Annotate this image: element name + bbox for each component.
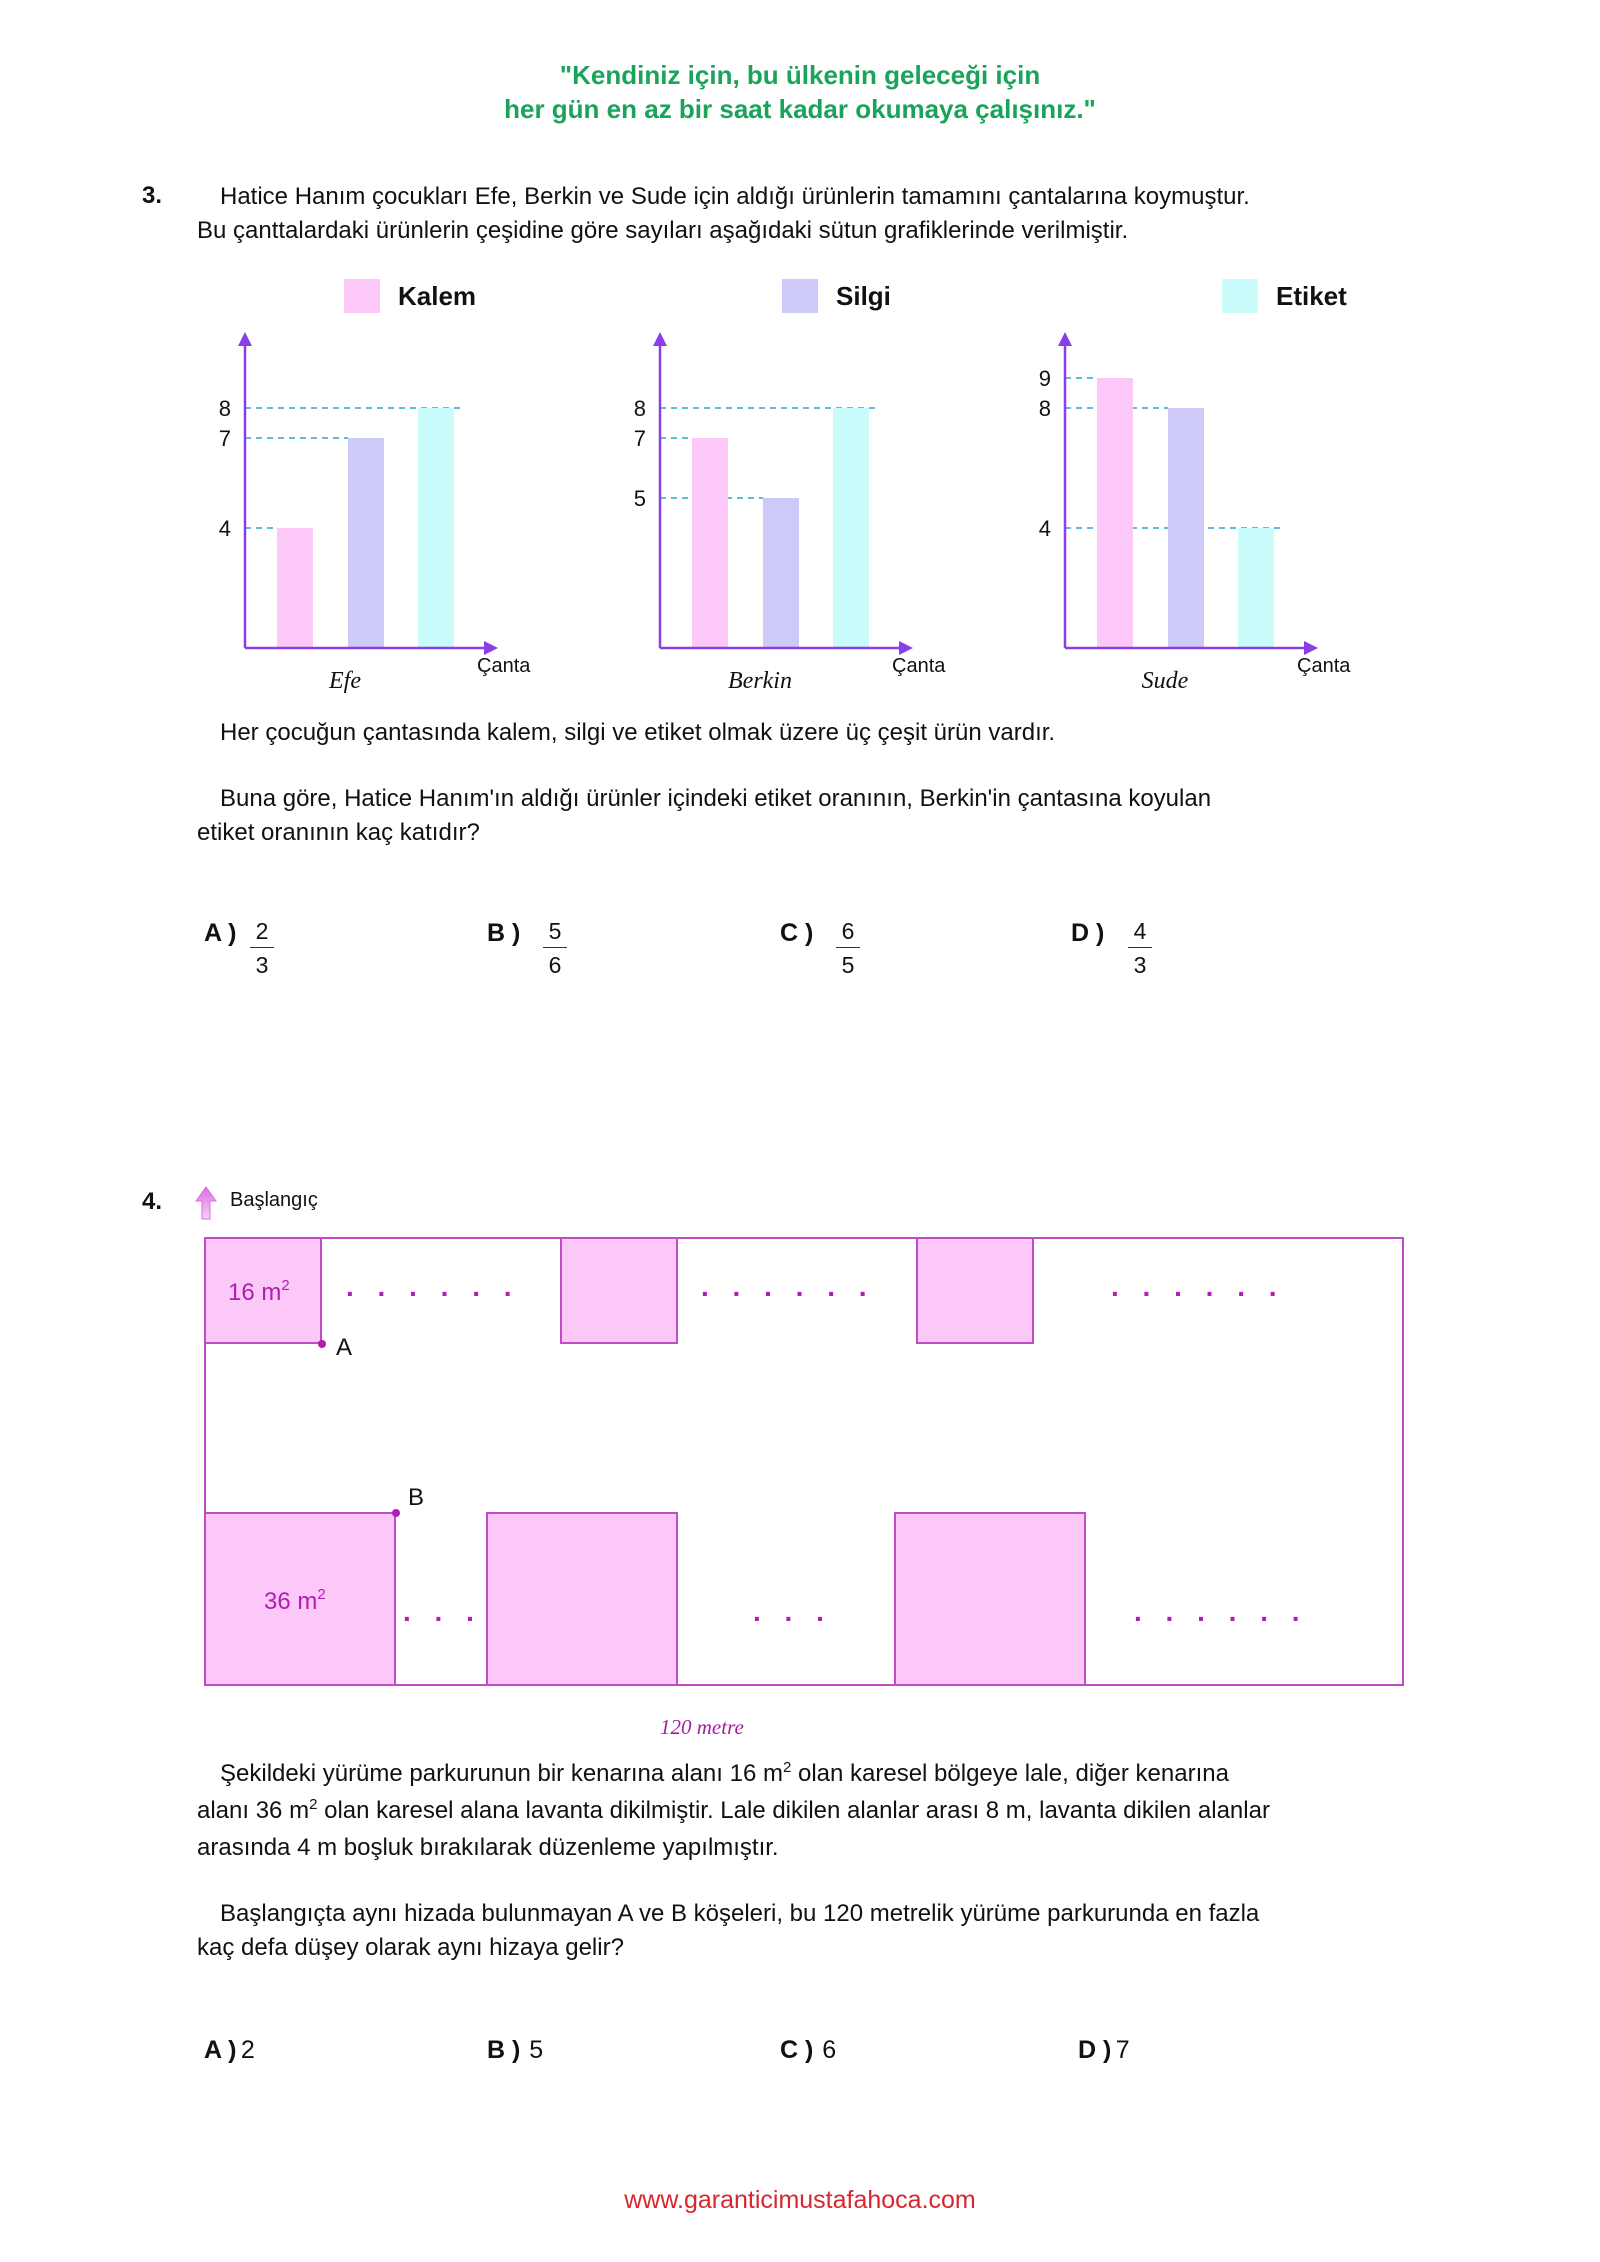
q3-option-c-denominator: 5	[841, 952, 855, 978]
tick-label-9: 9	[1038, 366, 1051, 391]
tulip-square-2	[561, 1238, 677, 1343]
q3-option-d-numerator: 4	[1128, 918, 1152, 948]
tick-label-4: 4	[218, 516, 231, 541]
question-4-paragraph-line-3: arasında 4 m boşluk bırakılarak düzenleme yapılmıştır.	[197, 1834, 779, 1861]
question-3-number: 3.	[142, 182, 163, 209]
q3-option-c-numerator: 6	[836, 918, 860, 948]
legend-label-silgi: Silgi	[836, 281, 891, 311]
question-3-intro-line-2: Bu çanttalardaki ürünlerin çeşidine göre sayıları aşağıdaki sütun grafiklerinde verilmiştir.	[197, 217, 1129, 244]
bottom-dots-1: . . .	[403, 1596, 482, 1627]
question-4-paragraph-line-2: alanı 36 $m^2$ olan karesel alana lavanta dikilmiştir. Lale dikilen alanlar arası 8 m, lavanta dikilen alanlar	[197, 1796, 1270, 1824]
q3-option-a-letter[interactable]: A )	[204, 919, 237, 947]
tick-label-8: 8	[218, 396, 231, 421]
motto-line-1: "Kendiniz için, bu ülkenin geleceği için	[559, 60, 1041, 90]
legend-label-etiket: Etiket	[1276, 281, 1347, 311]
tick-label-8: 8	[1038, 396, 1051, 421]
point-a-marker	[318, 1340, 326, 1348]
question-4-number: 4.	[142, 1188, 163, 1215]
top-dots-1: . . . . . .	[346, 1271, 520, 1302]
chart-name-label: Sude	[1141, 668, 1189, 694]
q3-option-a-denominator: 3	[255, 952, 269, 978]
q3-option-b-letter[interactable]: B )	[487, 919, 521, 947]
chart-name-label: Berkin	[728, 668, 792, 694]
q3-option-b-numerator: 5	[543, 918, 567, 948]
start-label: Başlangıç	[230, 1189, 318, 1211]
point-a-label: A	[336, 1334, 353, 1361]
question-3-question-line-2: etiket oranının kaç katıdır?	[197, 819, 480, 846]
q4-option-c[interactable]: C ) 6	[780, 2036, 837, 2064]
q4-option-a[interactable]: A ) 2	[204, 2036, 255, 2064]
tick-label-8: 8	[633, 396, 646, 421]
q3-option-c-letter[interactable]: C )	[780, 919, 814, 947]
top-dots-3: . . . . . .	[1111, 1271, 1285, 1302]
question-4-paragraph-line-1: Şekildeki yürüme parkurunun bir kenarına alanı 16 $m^2$ olan karesel bölgeye lale, diğer kenarına	[220, 1759, 1229, 1787]
lavender-square-3	[895, 1513, 1085, 1685]
chart-name-label: Efe	[329, 668, 361, 694]
q4-option-d[interactable]: D ) 7	[1078, 2036, 1130, 2064]
small-area-label: 16 $m^2$	[228, 1277, 290, 1306]
start-arrow-icon	[196, 1187, 216, 1219]
tick-label-7: 7	[218, 426, 231, 451]
top-dots-2: . . . . . .	[701, 1271, 875, 1302]
x-axis-label: Çanta	[892, 655, 946, 677]
q3-option-d-letter[interactable]: D )	[1071, 919, 1105, 947]
point-b-label: B	[408, 1484, 425, 1511]
footer-website-link[interactable]: www.garanticimustafahoca.com	[624, 2186, 976, 2214]
point-b-marker	[392, 1509, 400, 1517]
bottom-dots-2: . . .	[753, 1596, 832, 1627]
track-length-label: 120 metre	[660, 1715, 744, 1739]
q3-option-a-numerator: 2	[250, 918, 274, 948]
big-area-label: 36 $m^2$	[264, 1586, 326, 1615]
question-3-intro-line-1: Hatice Hanım çocukları Efe, Berkin ve Sude için aldığı ürünlerin tamamını çantalarına koymuştur.	[220, 183, 1250, 210]
lavender-square-2	[487, 1513, 677, 1685]
q4-option-b[interactable]: B ) 5	[487, 2036, 544, 2064]
x-axis-label: Çanta	[477, 655, 531, 677]
q3-option-d-denominator: 3	[1133, 952, 1147, 978]
tick-label-5: 5	[633, 486, 646, 511]
question-4-question-line-1: Başlangıçta aynı hizada bulunmayan A ve B köşeleri, bu 120 metrelik yürüme parkurunda en fazla	[220, 1900, 1260, 1927]
question-3-note: Her çocuğun çantasında kalem, silgi ve etiket olmak üzere üç çeşit ürün vardır.	[220, 719, 1056, 746]
bottom-dots-3: . . . . . .	[1134, 1596, 1308, 1627]
q3-option-b-denominator: 6	[548, 952, 562, 978]
x-axis-label: Çanta	[1297, 655, 1351, 677]
legend-label-kalem: Kalem	[398, 281, 477, 311]
question-3-question-line-1: Buna göre, Hatice Hanım'ın aldığı ürünler içindeki etiket oranının, Berkin'in çantasına koyulan	[220, 785, 1212, 812]
tulip-square-3	[917, 1238, 1033, 1343]
tick-label-7: 7	[633, 426, 646, 451]
question-4-question-line-2: kaç defa düşey olarak aynı hizaya gelir?	[197, 1934, 624, 1961]
motto-line-2: her gün en az bir saat kadar okumaya çalışınız."	[504, 94, 1096, 124]
tick-label-4: 4	[1038, 516, 1051, 541]
